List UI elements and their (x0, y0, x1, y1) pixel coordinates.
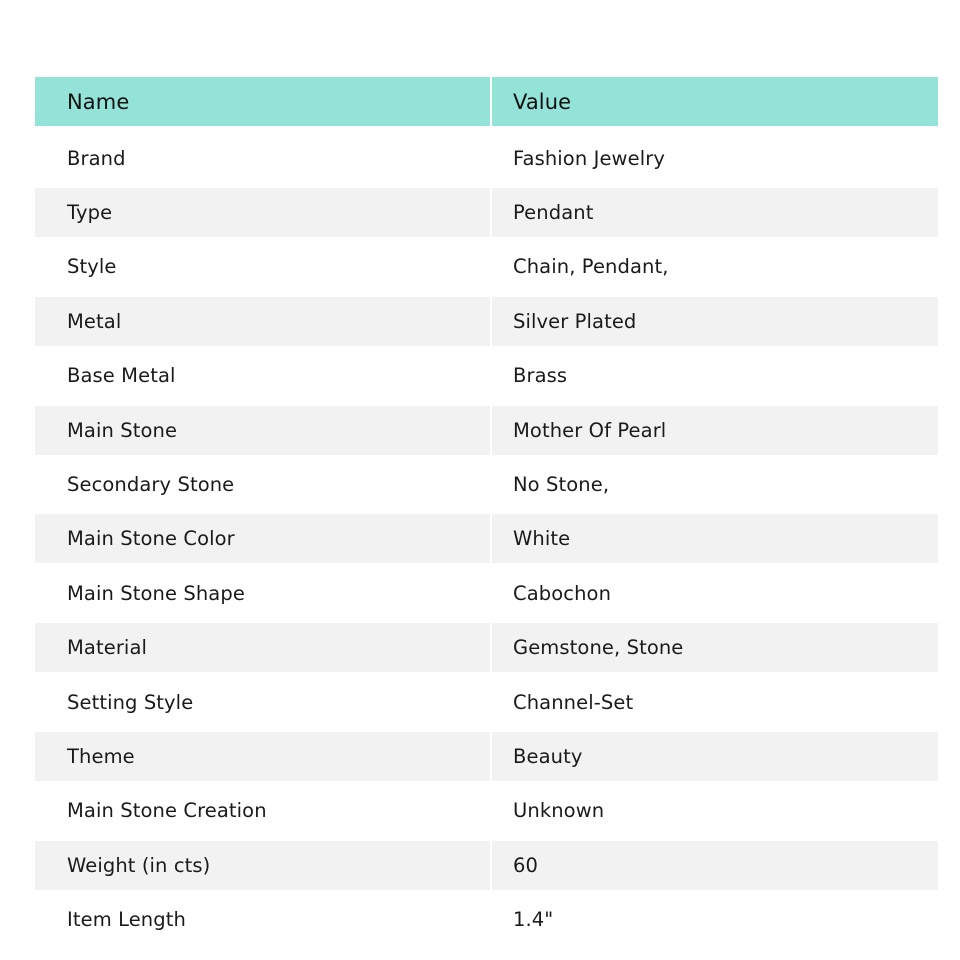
table-row (35, 457, 938, 511)
row-name-cell: Material (35, 623, 490, 672)
table-row (35, 732, 938, 781)
row-value-cell: No Stone, (492, 457, 938, 511)
table-row (35, 675, 938, 729)
row-value-cell: Cabochon (492, 566, 938, 620)
row-name-cell: Main Stone Shape (35, 566, 490, 620)
row-name-cell: Theme (35, 732, 490, 781)
row-value-cell: Channel-Set (492, 675, 938, 729)
table-row (35, 349, 938, 403)
row-value-cell: Chain, Pendant, (492, 240, 938, 294)
row-value-cell: Brass (492, 349, 938, 403)
row-value-cell: Pendant (492, 188, 938, 237)
spec-table (35, 77, 938, 947)
table-row (35, 784, 938, 838)
row-name-cell: Metal (35, 297, 490, 346)
row-value-cell: Gemstone, Stone (492, 623, 938, 672)
table-row (35, 131, 938, 185)
row-value-cell: Silver Plated (492, 297, 938, 346)
header-name: Name (35, 77, 490, 126)
row-name-cell: Brand (35, 131, 490, 185)
table-row (35, 297, 938, 346)
row-value-cell: 60 (492, 841, 938, 890)
table-row (35, 623, 938, 672)
table-row (35, 892, 938, 946)
row-value-cell: 1.4" (492, 892, 938, 946)
table-row (35, 406, 938, 455)
row-value-cell: Mother Of Pearl (492, 406, 938, 455)
table-body (35, 131, 938, 947)
row-name-cell: Base Metal (35, 349, 490, 403)
row-name-cell: Main Stone Creation (35, 784, 490, 838)
table-header (35, 77, 938, 126)
table-row (35, 188, 938, 237)
row-value-cell: Fashion Jewelry (492, 131, 938, 185)
table-row (35, 514, 938, 563)
row-name-cell: Item Length (35, 892, 490, 946)
header-value: Value (492, 77, 938, 126)
row-value-cell: Beauty (492, 732, 938, 781)
row-name-cell: Type (35, 188, 490, 237)
table-row (35, 566, 938, 620)
row-name-cell: Secondary Stone (35, 457, 490, 511)
row-name-cell: Main Stone (35, 406, 490, 455)
row-name-cell: Main Stone Color (35, 514, 490, 563)
row-value-cell: White (492, 514, 938, 563)
row-name-cell: Weight (in cts) (35, 841, 490, 890)
row-value-cell: Unknown (492, 784, 938, 838)
table-row (35, 841, 938, 890)
row-name-cell: Setting Style (35, 675, 490, 729)
row-name-cell: Style (35, 240, 490, 294)
table-row (35, 240, 938, 294)
